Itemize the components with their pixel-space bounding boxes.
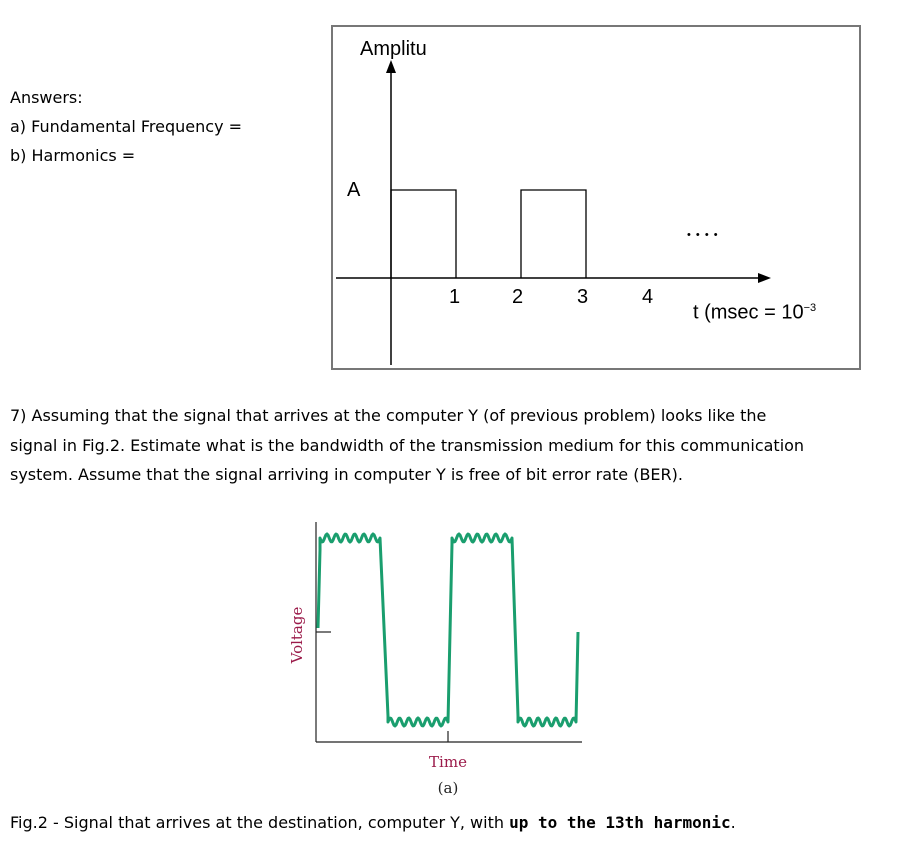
amplitude-label: A	[347, 179, 361, 201]
square-wave-plot	[270, 510, 600, 800]
figure-sublabel: (a)	[437, 779, 459, 797]
pulse-1	[391, 190, 456, 278]
caption-emphasis: up to the 13th harmonic	[509, 813, 731, 832]
y-axis-label: Amplitu	[360, 38, 427, 60]
tick-label-3: 3	[577, 286, 589, 308]
pulse-2	[521, 190, 586, 278]
tick-label-4: 4	[642, 286, 654, 308]
question-line-2: signal in Fig.2. Estimate what is the bandwidth of the transmission medium for this communication	[10, 435, 805, 455]
question-line-3: system. Assume that the signal arriving in computer Y is free of bit error rate (BER).	[10, 465, 683, 484]
y-axis-arrow	[386, 60, 396, 73]
answers-heading: Answers:	[10, 88, 83, 107]
x-axis-arrow	[758, 273, 771, 283]
tick-label-1: 1	[449, 286, 461, 308]
signal-waveform	[318, 534, 578, 726]
answer-harmonics: b) Harmonics =	[10, 146, 136, 165]
x-axis-label: Time	[429, 753, 467, 771]
question-line-1: 7) Assuming that the signal that arrives at the computer Y (of previous problem) looks like the	[10, 406, 767, 425]
ellipsis: • • • •	[687, 229, 719, 241]
figure-caption: Fig.2 - Signal that arrives at the destination, computer Y, with up to the 13th harmonic.	[10, 813, 736, 832]
x-axis-label: t ($msec = 10^{-3}$	[693, 301, 817, 324]
question-text	[10, 401, 804, 490]
pulse-train-figure	[331, 25, 861, 370]
y-axis-label: Voltage	[288, 606, 306, 664]
answer-fundamental-frequency: a) Fundamental Frequency =	[10, 117, 243, 136]
square-wave-figure	[270, 510, 600, 800]
tick-label-2: 2	[512, 286, 524, 308]
